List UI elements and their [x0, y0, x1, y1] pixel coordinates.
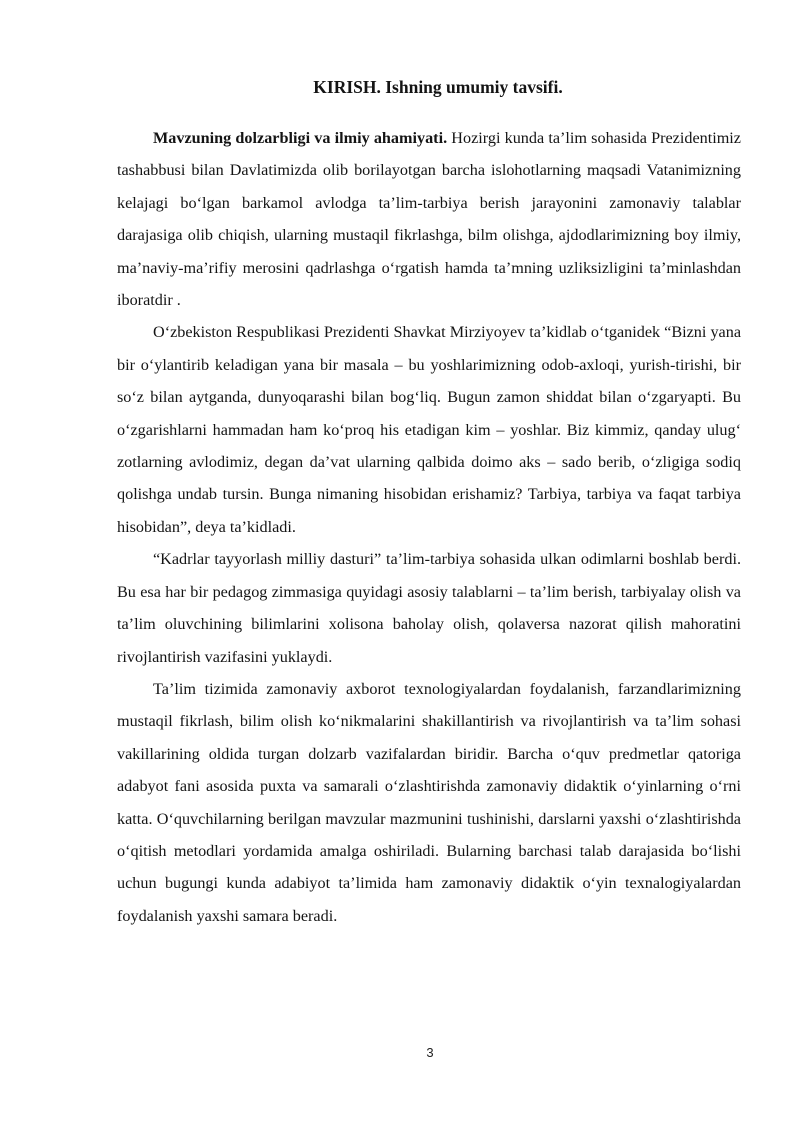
body-text	[117, 122, 741, 932]
page-number: 3	[426, 1045, 434, 1060]
paragraph-1-text: Hozirgi kunda ta’lim sohasida Prezidentimiz tashabbusi bilan Davlatimizda olib borilayotgan barcha islohotlarning maqsadi Vatanimizning kelajagi bo‘lgan barkamol avlodga ta’lim-tarbiya berish jarayonini zamonaviy talablar darajasiga olib chiqish, ularning mustaqil fikrlashga, bilm olishga, ajdodlarimizning boy ilmiy, ma’naviy-ma’rifiy merosini qadrlashga o‘rgatish hamda ta’mning uzliksizligini ta’minlashdan iboratdir .	[117, 129, 741, 310]
paragraph-3: “Kadrlar tayyorlash milliy dasturi” ta’lim-tarbiya sohasida ulkan odimlarni boshlab berdi. Bu esa har bir pedagog zimmasiga quyidagi asosiy talablarni – ta’lim berish, tarbiyalay olish va ta’lim oluvchining bilimlarini xolisona baholay olish, qolaversa nazorat qilish mahoratini rivojlantirish vazifasini yuklaydi.	[117, 550, 741, 666]
paragraph-2: O‘zbekiston Respublikasi Prezidenti Shavkat Mirziyoyev ta’kidlab o‘tganidek “Bizni yana bir o‘ylantirib keladigan yana bir masala – bu yoshlarimizning odob-axloqi, yurish-tirishi, bir so‘z bilan aytganda, dunyoqarashi bilan bog‘liq. Bugun zamon shiddat bilan o‘zgaryapti. Bu o‘zgarishlarni hammadan ham ko‘proq his etadigan kim – yoshlar. Biz kimmiz, qanday ulug‘ zotlarning avlodimiz, degan da’vat ularning qalbida doimo aks – sado berib, o‘zligiga sodiq qolishga undab tursin. Bunga nimaning hisobidan erishamiz? Tarbiya, tarbiya va faqat tarbiya hisobidan”, deya ta’kidladi.	[117, 323, 741, 536]
section-title: KIRISH. Ishning umumiy tavsifi.	[313, 77, 563, 97]
paragraph-1	[117, 122, 741, 316]
paragraph-lead-heading: Mavzuning dolzarbligi va ilmiy ahamiyati.	[153, 129, 448, 147]
paragraph-4: Ta’lim tizimida zamonaviy axborot texnologiyalardan foydalanish, farzandlarimizning mustaqil fikrlash, bilim olish ko‘nikmalarini shakillantirish va rivojlantirish va ta’lim sohasi vakillarining oldida turgan dolzarb vazifalardan biridir. Barcha o‘quv predmetlar qatoriga adabyot fani asosida puxta va samarali o‘zlashtirishda zamonaviy didaktik o‘yinlarning o‘rni katta. O‘quvchilarning berilgan mavzular mazmunini tushinishi, darslarni yaxshi o‘zlashtirishda o‘qitish metodlari yordamida amalga oshiriladi. Bularning barchasi talab darajasida bo‘lishi uchun bugungi kunda adabiyot ta’limida ham zamonaviy didaktik o‘yin texnalogiyalardan foydalanish yaxshi samara beradi.	[117, 679, 741, 925]
